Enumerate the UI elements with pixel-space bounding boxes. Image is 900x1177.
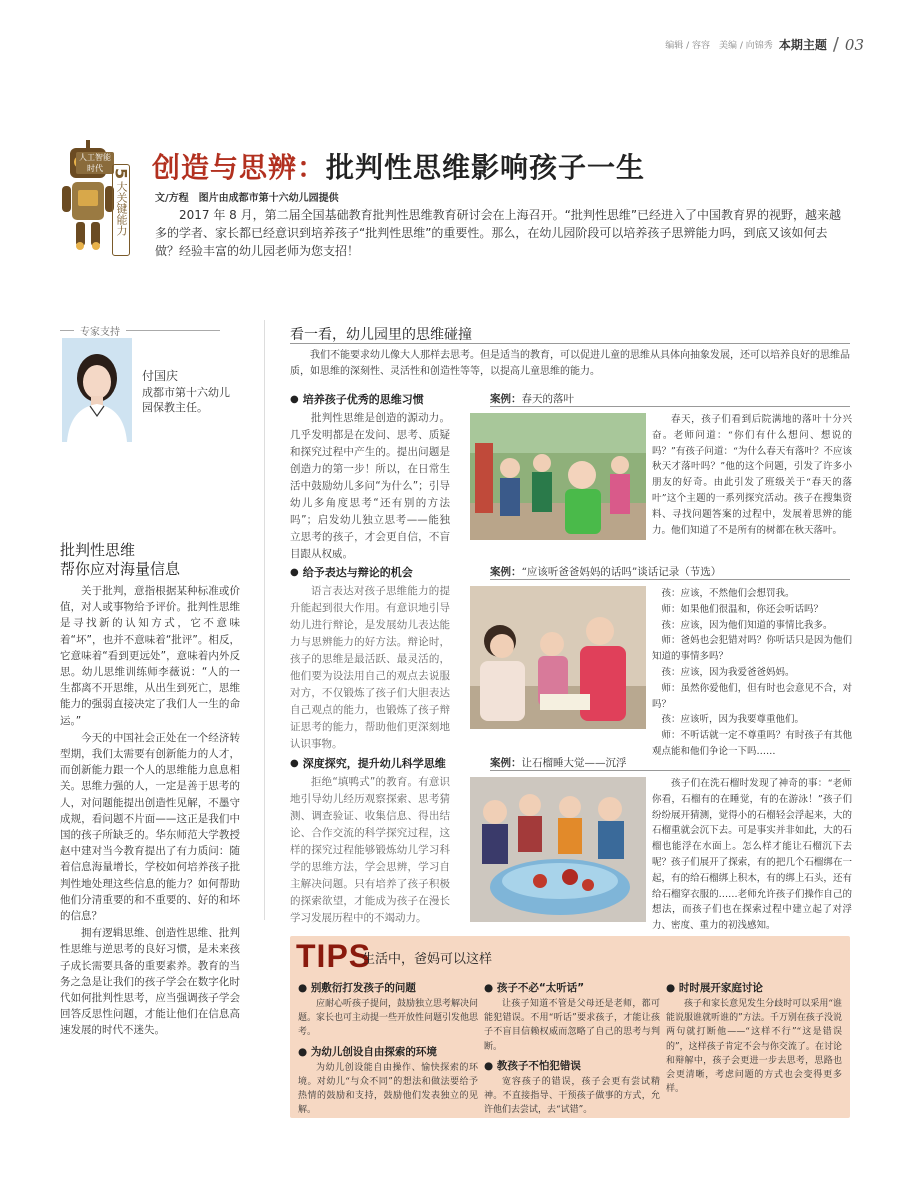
tip-heading <box>298 1044 478 1059</box>
case-dialogue <box>652 586 852 760</box>
tips-column <box>666 980 842 1100</box>
sidebar-title <box>60 541 180 579</box>
case-title: “应该听爸爸妈妈的话吗”谈话记录（节选） <box>521 566 722 578</box>
expert-role: 成都市第十六幼儿园保教主任。 <box>142 386 230 414</box>
tip-heading <box>298 980 478 995</box>
bullet-icon: ● <box>666 982 679 994</box>
section-heading <box>290 391 424 407</box>
column-divider <box>264 320 265 920</box>
case-body-text: 孩子们在洗石榴时发现了神奇的事：“老师你看，石榴有的在睡觉，有的在游泳！”孩子们纷纷展开猜测，觉得小的石榴轻会浮起来，大的石榴重就会沉下去。可是事实并非如此，大的石榴也能浮在水面上。怎么样才能让石榴沉下去呢？孩子们展开了探索，有的把几个石榴绑在一起，有的给石榴绑上积木，有的绑上石头，还有给石榴穿衣服的……老师允许孩子们操作自己的想法，而孩子们也在探索过程中建立起了对浮力、密度、重力的初浅感知。 <box>652 778 852 932</box>
bullet-icon: ● <box>290 757 299 769</box>
case-heading <box>490 755 627 770</box>
tip-body: 孩子和家长意见发生分歧时可以采用“谁能说服谁就听谁的”方法。千万别在孩子没说两句就打断他——“这样不行”“这是错误的”，这样孩子肯定不会与你交流了。在讨论和辩解中，孩子会更进一步去思考，思路也会更清晰，考虑问题的方式也会变得更多样。 <box>666 999 842 1095</box>
tip-body: 为幼儿创设能自由操作、愉快探索的环境。对幼儿“与众不同”的想法和做法要给予热情的鼓励和支持，鼓励他们发表独立的见解。 <box>298 1062 478 1116</box>
section-heading <box>290 564 413 580</box>
title-part-a: 创造与思辨： <box>152 151 327 184</box>
expert-heading-text: 专家支持 <box>80 327 120 338</box>
page-header <box>665 34 864 55</box>
expert-heading <box>60 323 220 338</box>
logo-series-text: 大关键能力 <box>115 181 128 237</box>
slash-divider: / <box>832 34 839 55</box>
rule-line <box>490 406 850 407</box>
rule-line <box>60 330 74 331</box>
rule-line <box>490 770 850 771</box>
tip-heading-text: 孩子不必“太听话” <box>496 982 585 994</box>
rule-line <box>126 330 220 331</box>
tip-heading <box>484 980 660 995</box>
section-body: 语言表达对孩子思维能力的提升能起到很大作用。有意识地引导幼儿进行辩论，是发展幼儿表达能力与思辨能力的好方法。辩论时，孩子的思维是最活跃、最灵活的，他们要为设法用自己的观点去说服对方，不仅锻炼了孩子们大胆表达自己观点的能力，也锻炼了孩子辩证思考的能力，帮助他们更深刻地认识事物。 <box>290 585 450 750</box>
tip-heading-text: 为幼儿创设自由探索的环境 <box>310 1045 437 1058</box>
rule-line <box>490 579 850 580</box>
sidebar-body <box>60 583 240 1040</box>
logo-series <box>112 164 130 256</box>
case-heading <box>490 564 721 579</box>
logo-series-number: 5 <box>111 168 131 180</box>
section-heading-text: 深度探究，提升幼儿科学思维 <box>302 757 446 770</box>
title-part-b: 批判性思维影响孩子一生 <box>326 151 646 184</box>
bullet-icon: ● <box>298 982 311 994</box>
section-heading-text: 培养孩子优秀的思维习惯 <box>302 393 424 406</box>
bullet-icon: ● <box>290 393 299 405</box>
case-heading <box>490 391 574 406</box>
intro-paragraph: 2017 年 8 月，第二届全国基础教育批判性思维教育研讨会在上海召开。“批判性思维”已经进入了中国教育界的视野，越来越多的学者、家长都已经意识到培养孩子“批判性思维”的重要性。那么，在幼儿园阶段可以培养孩子思辨能力吗，到底又该如何去做？经验丰富的幼儿园老师为您支招！ <box>155 208 842 258</box>
page-number: 03 <box>844 35 864 54</box>
case-photo-pomegranate <box>470 777 646 922</box>
case-label: 案例： <box>490 757 522 769</box>
sidebar-title-line-1: 批判性思维 <box>60 541 136 559</box>
dialogue-line: 师：虽然你爱他们，但有时也会意见不合，对吗？ <box>652 682 852 710</box>
expert-name: 付国庆 <box>142 369 179 383</box>
case-label: 案例： <box>490 393 522 405</box>
case-photo-discussion <box>470 586 646 729</box>
tip-heading-text: 时时展开家庭讨论 <box>678 982 763 994</box>
bullet-icon: ● <box>298 1045 311 1058</box>
bullet-icon: ● <box>290 566 299 578</box>
article-title <box>152 146 645 186</box>
bullet-icon: ● <box>484 982 497 994</box>
tips-column <box>298 980 478 1121</box>
section-body: 批判性思维是创造的源动力。几乎发明都是在发问、思考、质疑和探究过程中产生的。提出问题是创造力的第一步！所以，在日常生活中鼓励幼儿多问“为什么”；引导幼儿多角度思考“还有别的方法吗”；启发幼儿独立思考——能独立思考的孩子，才会更自信，不盲目跟从权威。 <box>290 412 450 560</box>
rule-line <box>290 343 850 344</box>
dialogue-line: 孩：应该，不然他们会想罚我。 <box>661 588 795 599</box>
dialogue-line: 师：不听话就一定不尊重吗？有时孩子有其他观点能和他们争论一下吗…… <box>652 730 852 757</box>
logo-tag: 人工智能时代 <box>76 152 114 174</box>
tips-heading: TIPS <box>296 938 372 974</box>
section-label: 本期主题 <box>778 38 827 52</box>
tip-body: 应耐心听孩子提问，鼓励独立思考解决问题。家长也可主动提一些开放性问题引发他思考。 <box>298 999 479 1038</box>
bullet-icon: ● <box>484 1059 497 1072</box>
case-title: 春天的落叶 <box>521 393 574 405</box>
case-photo-leaves <box>470 413 646 540</box>
tip-body: 让孩子知道不管是父母还是老师，都可能犯错误。不用“听话”要求孩子，才能让孩子不盲目信赖权威而忽略了自己的思考与判断。 <box>484 999 660 1052</box>
sidebar-title-line-2: 帮你应对海量信息 <box>60 560 181 578</box>
sidebar-paragraph: 关于批判，意指根据某种标准或价值，对人或事物给予评价。批判性思维是寻找新的认知方式，它不意味着“坏”，也并不意味着“批评”。相反，它意味着“看到更远处”，意味着内外反思。幼儿思维训练师李薇说：“人的一生都离不开思维，从出生到死亡，思维能力的强弱直接决定了我们人一生的命运。” <box>60 585 240 727</box>
case-title: 让石榴睡大觉——沉浮 <box>521 757 627 769</box>
tip-body: 宽容孩子的错误，孩子会更有尝试精神。不直接指导、干预孩子做事的方式，允许他们去尝试，去“试错”。 <box>484 1076 660 1116</box>
section-body: 拒绝“填鸭式”的教育。有意识地引导幼儿经历观察探索、思考猜测、调查验证、收集信息、得出结论、合作交流的科学探究过程，这样的探究过程能够锻炼幼儿学习科学的思维方法，学会思辨，学习自主解决问题。只有培养了孩子积极的探索欲望，才能成为孩子在漫长学习发展历程中的不竭动力。 <box>290 776 450 924</box>
section-heading <box>290 755 446 771</box>
sidebar-paragraph: 拥有逻辑思维、创造性思维、批判性思维与逆思考的良好习惯，是未来孩子成长需要具备的重要素养。教育的当务之急是让我们的孩子学会在数字化时代如何批判性思考，应当强调孩子学会回答反思性问题，才能让他们在信息高速发展的时代不迷失。 <box>60 927 240 1037</box>
sidebar-paragraph: 今天的中国社会正处在一个经济转型期，我们太需要有创新能力的人才，而创新能力跟一个人的思维能力息息相关。思维力强的人，一定是善于思考的人，对问题能提出创造性见解，不墨守成规，看问题不片面——这正是我们中国的孩子所缺乏的。华东师范大学教授赵中建对当今教育提出了有力质问：随着信息海量增长，学校如何培养孩子批判性地处理这些信息的能力？如何帮助他们分清重要的和不重要的、好的和坏的信息？ <box>60 731 240 923</box>
dialogue-line: 师：爸妈也会犯错对吗？你听话只是因为他们知道的事情多吗？ <box>652 635 852 663</box>
dialogue-line: 孩：应该，因为我爱爸爸妈妈。 <box>661 666 795 678</box>
section-heading-text: 给予表达与辩论的机会 <box>302 566 413 579</box>
tips-column <box>484 980 660 1121</box>
tip-heading-text: 别敷衍打发孩子的问题 <box>310 982 416 994</box>
expert-photo <box>62 338 132 442</box>
case-body <box>652 776 852 934</box>
case-label: 案例： <box>490 566 522 578</box>
dialogue-line: 师：如果他们很温和，你还会听话吗？ <box>661 603 824 615</box>
dialogue-line: 孩：应该听，因为我要尊重他们。 <box>661 714 805 726</box>
tips-subtitle: 生活中，爸妈可以这样 <box>362 952 493 967</box>
case-body <box>652 412 852 538</box>
credits: 编辑 / 容容 美编 / 向锦秀 <box>665 41 773 51</box>
tip-heading <box>666 980 842 995</box>
byline: 文/方程 图片由成都市第十六幼儿园提供 <box>155 193 339 204</box>
tip-heading <box>484 1058 660 1073</box>
main-heading: 看一看，幼儿园里的思维碰撞 <box>290 327 472 343</box>
tip-heading-text: 教孩子不怕犯错误 <box>496 1059 581 1072</box>
main-lead: 我们不能要求幼儿像大人那样去思考。但是适当的教育，可以促进儿童的思维从具体向抽象发展，还可以培养良好的思维品质，如思维的深刻性、灵活性和创造性等等，以提高儿童思维的能力。 <box>290 350 850 377</box>
dialogue-line: 孩：应该，因为他们知道的事情比我多。 <box>661 619 833 631</box>
case-body-text: 春天，孩子们看到后院满地的落叶十分兴奋。老师问道：“你们有什么想问、想说的吗？”有孩子问道：“为什么春天有落叶？不应该秋天才落叶吗？”他的这个问题，引发了许多小朋友的好奇。由此引发了班级关于“春天的落叶”这个主题的一系列探究活动。孩子在搜集资料、寻找问题答案的过程中，发展着思辨的能力。他们知道了不是所有的树都在秋天落叶。 <box>652 414 852 536</box>
